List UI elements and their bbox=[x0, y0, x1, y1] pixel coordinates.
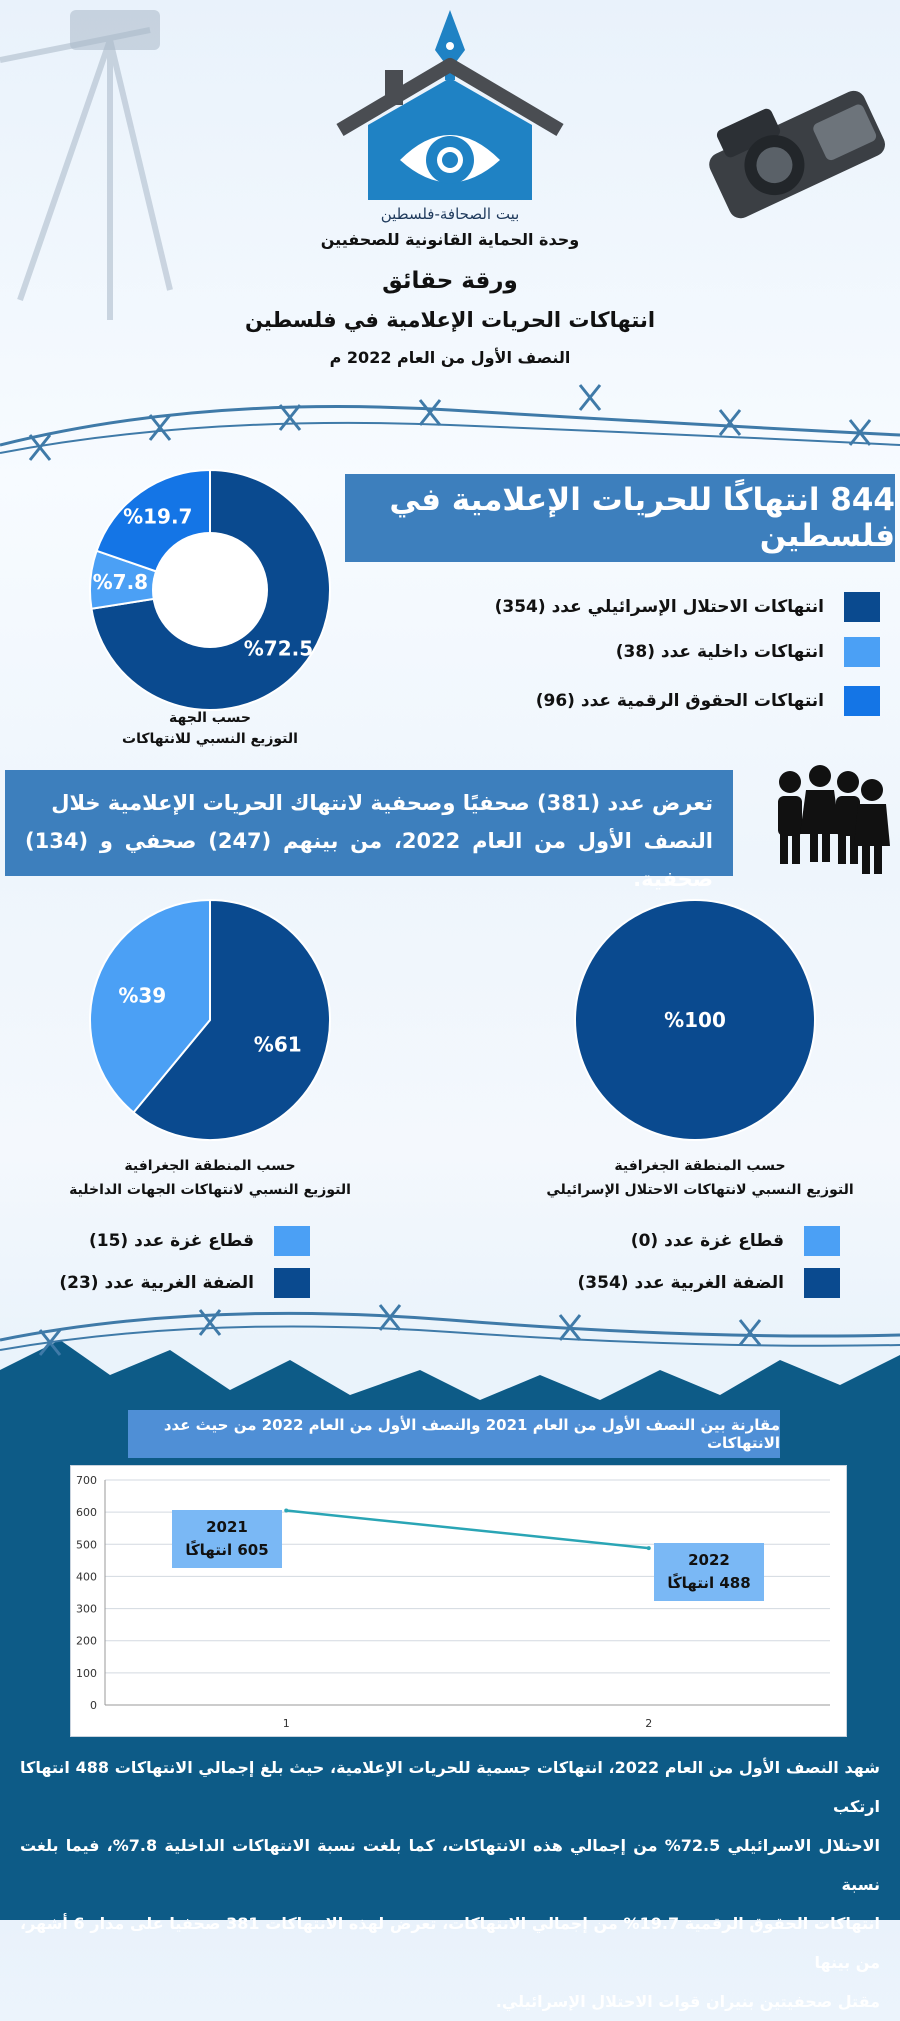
comparison-banner-text: مقارنة بين النصف الأول من العام 2021 والنصف الأول من العام 2022 من حيث عدد الانتهاكات bbox=[163, 1416, 780, 1452]
legend-swatch-internal bbox=[844, 637, 880, 667]
legend-digital bbox=[380, 686, 880, 716]
legend-occupation bbox=[380, 592, 880, 622]
legend-swatch-occupation bbox=[844, 592, 880, 622]
occupation-caption-2: التوزيع النسبي لانتهاكات الاحتلال الإسرائيلي bbox=[546, 1182, 854, 1198]
journalists-text-2: النصف الأول من العام 2022، من بينهم (247) صحفي و (134) صحفية. bbox=[25, 829, 713, 891]
internal-swatch-gaza bbox=[274, 1226, 310, 1256]
camera-decoration bbox=[690, 60, 900, 240]
legend-label-digital: انتهاكات الحقوق الرقمية عدد (96) bbox=[535, 691, 824, 711]
occupation-geo-pie-chart bbox=[570, 895, 820, 1145]
y-tick-label: 700 bbox=[76, 1474, 97, 1487]
violations-banner bbox=[345, 474, 895, 562]
donut-caption-1: حسب الجهة bbox=[169, 710, 251, 726]
data-point bbox=[647, 1546, 651, 1550]
year-2021-value: 605 انتهاكًا bbox=[185, 1541, 269, 1559]
journalists-banner bbox=[5, 770, 733, 891]
occupation-caption-1: حسب المنطقة الجغرافية bbox=[614, 1158, 786, 1174]
occupation-legend-westbank bbox=[530, 1268, 840, 1298]
pie-label-0: %61 bbox=[253, 1032, 302, 1057]
violations-donut-chart bbox=[85, 465, 335, 715]
org-unit: وحدة الحماية القانونية للصحفيين bbox=[320, 230, 580, 249]
year-2021-label: 2021 bbox=[206, 1518, 248, 1536]
pie-label-0: %100 bbox=[664, 1008, 726, 1032]
y-tick-label: 500 bbox=[76, 1538, 97, 1552]
summary-paragraph bbox=[20, 1748, 880, 2021]
summary-line-1: شهد النصف الأول من العام 2022، انتهاكات جسمية للحريات الإعلامية، حيث بلغ إجمالي الانتهاكات 488 انتهاكا ارتكب bbox=[20, 1758, 880, 1816]
org-name: بيت الصحافة-فلسطين bbox=[380, 205, 520, 223]
internal-caption-1: حسب المنطقة الجغرافية bbox=[124, 1158, 296, 1174]
x-tick-label: 1 bbox=[282, 1717, 290, 1730]
internal-legend-westbank bbox=[20, 1268, 310, 1298]
y-tick-label: 300 bbox=[76, 1602, 97, 1616]
pie-label-1: %39 bbox=[118, 983, 167, 1008]
pie-label-0: %72.5 bbox=[243, 636, 314, 661]
year-2021-box bbox=[172, 1510, 282, 1568]
x-tick-label: 2 bbox=[645, 1717, 653, 1730]
year-2022-box bbox=[654, 1543, 764, 1601]
press-house-logo bbox=[330, 10, 570, 200]
legend-label-occupation: انتهاكات الاحتلال الإسرائيلي عدد (354) bbox=[494, 597, 824, 617]
summary-line-3: انتهاكات الحقوق الرقمية 19.7% من إجمالي الانتهاكات، تعرض لهذه الانتهاكات 381 صحفيا على مدار 6 أشهر، من بينها bbox=[20, 1914, 881, 1972]
pie-label-2: %19.7 bbox=[123, 504, 193, 529]
occupation-swatch-westbank bbox=[804, 1268, 840, 1298]
comparison-banner bbox=[128, 1410, 780, 1458]
legend-swatch-digital bbox=[844, 686, 880, 716]
occupation-label-gaza: قطاع غزة عدد (0) bbox=[630, 1231, 784, 1251]
donut-caption-2: التوزيع النسبي للانتهاكات bbox=[122, 731, 298, 747]
pie-label-1: %7.8 bbox=[92, 570, 149, 595]
internal-geo-pie-chart bbox=[85, 895, 335, 1145]
occupation-legend-gaza bbox=[530, 1226, 840, 1256]
data-point bbox=[284, 1509, 288, 1513]
tripod-decoration bbox=[0, 0, 180, 330]
legend-label-internal: انتهاكات داخلية عدد (38) bbox=[615, 642, 824, 662]
internal-label-gaza: قطاع غزة عدد (15) bbox=[88, 1231, 254, 1251]
page-title: انتهاكات الحريات الإعلامية في فلسطين bbox=[244, 308, 656, 332]
y-tick-label: 400 bbox=[76, 1570, 97, 1584]
barbed-wire-divider bbox=[0, 375, 900, 465]
series-line bbox=[286, 1511, 649, 1549]
summary-line-4: مقتل صحفيتين بنيران قوات الاحتلال الإسرائيلي. bbox=[495, 1992, 880, 2011]
period: النصف الأول من العام 2022 م bbox=[329, 348, 571, 367]
summary-line-2: الاحتلال الاسرائيلي 72.5% من إجمالي هذه الانتهاكات، كما بلغت نسبة الانتهاكات الداخلية 7.8%، فيما بلغت نسبة bbox=[20, 1836, 880, 1894]
y-tick-label: 200 bbox=[76, 1634, 97, 1648]
internal-label-westbank: الضفة الغربية عدد (23) bbox=[59, 1273, 254, 1293]
violations-banner-text: 844 انتهاكًا للحريات الإعلامية في فلسطين bbox=[389, 482, 895, 554]
y-tick-label: 0 bbox=[90, 1699, 97, 1712]
internal-legend-gaza bbox=[20, 1226, 310, 1256]
occupation-label-westbank: الضفة الغربية عدد (354) bbox=[577, 1273, 784, 1293]
people-icon bbox=[760, 762, 890, 882]
occupation-swatch-gaza bbox=[804, 1226, 840, 1256]
year-2022-value: 488 انتهاكًا bbox=[667, 1574, 751, 1592]
doc-type: ورقة حقائق bbox=[382, 268, 518, 294]
internal-swatch-westbank bbox=[274, 1268, 310, 1298]
donut-hole bbox=[152, 532, 268, 648]
y-tick-label: 600 bbox=[76, 1506, 97, 1520]
y-tick-label: 100 bbox=[76, 1666, 97, 1680]
journalists-text-1: تعرض عدد (381) صحفيًا وصحفية لانتهاك الحريات الإعلامية خلال bbox=[51, 791, 713, 815]
legend-internal bbox=[380, 637, 880, 667]
internal-caption-2: التوزيع النسبي لانتهاكات الجهات الداخلية bbox=[69, 1182, 351, 1198]
year-2022-label: 2022 bbox=[688, 1551, 730, 1569]
